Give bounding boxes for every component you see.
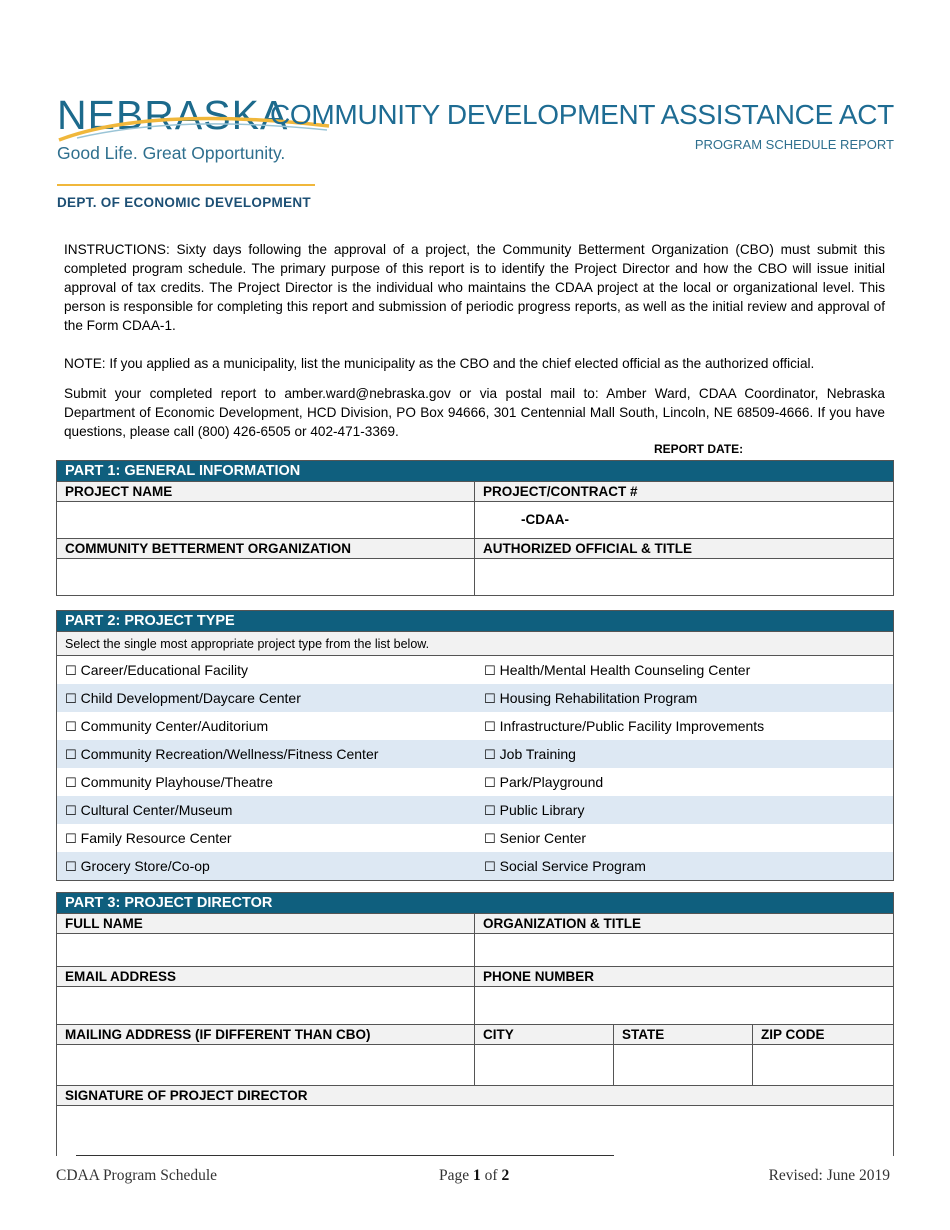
project-name-field[interactable] xyxy=(57,502,475,538)
project-type-option[interactable] xyxy=(476,656,750,684)
checkbox-icon[interactable]: ☐ xyxy=(484,692,496,707)
note-paragraph: NOTE: If you applied as a municipality, list the municipality as the CBO and the chief elected official as the authorized official. xyxy=(64,356,815,371)
city-field[interactable] xyxy=(475,1045,614,1085)
logo-department: DEPT. OF ECONOMIC DEVELOPMENT xyxy=(57,195,311,210)
project-type-label: Social Service Program xyxy=(499,858,646,874)
project-type-label: Public Library xyxy=(499,802,585,818)
full-name-label: FULL NAME xyxy=(57,914,475,933)
project-type-row xyxy=(57,824,893,852)
contract-number-label: PROJECT/CONTRACT # xyxy=(475,482,893,501)
project-type-options xyxy=(57,656,893,880)
submission-paragraph: Submit your completed report to amber.ward@nebraska.gov or via postal mail to: Amber Ward, CDAA Coordinator, Nebraska Department of Economic Development, HCD Division, PO Box 94666, 301 Centennial Mall South, Lincoln, NE 68509-4666. If you have questions, please call (800) 426-6505 or 402-471-3369. xyxy=(64,386,885,439)
logo-divider xyxy=(57,184,315,186)
mailing-address-label: MAILING ADDRESS (IF DIFFERENT THAN CBO) xyxy=(57,1025,475,1044)
project-type-label: Community Playhouse/Theatre xyxy=(80,774,273,790)
part3-project-director xyxy=(56,892,894,1156)
authorized-official-label: AUTHORIZED OFFICIAL & TITLE xyxy=(475,539,893,558)
signature-field[interactable] xyxy=(57,1106,893,1156)
project-type-row xyxy=(57,740,893,768)
state-label: STATE xyxy=(614,1025,753,1044)
page-title: COMMUNITY DEVELOPMENT ASSISTANCE ACT xyxy=(270,99,894,130)
project-type-label: Community Recreation/Wellness/Fitness Center xyxy=(80,746,379,762)
signature-label: SIGNATURE OF PROJECT DIRECTOR xyxy=(57,1086,893,1105)
project-type-option[interactable] xyxy=(476,684,697,712)
project-type-label: Cultural Center/Museum xyxy=(80,802,233,818)
cbo-label: COMMUNITY BETTERMENT ORGANIZATION xyxy=(57,539,475,558)
project-type-option[interactable] xyxy=(476,712,764,740)
footer-page-number: Page 1 of 2 xyxy=(439,1167,510,1184)
project-type-instructions: Select the single most appropriate project type from the list below. xyxy=(57,632,893,656)
city-label: CITY xyxy=(475,1025,614,1044)
project-type-label: Job Training xyxy=(499,746,576,762)
project-type-label: Infrastructure/Public Facility Improvements xyxy=(499,718,765,734)
project-type-label: Grocery Store/Co-op xyxy=(80,858,210,874)
project-type-label: Community Center/Auditorium xyxy=(80,718,269,734)
project-type-option[interactable] xyxy=(476,768,603,796)
contract-number-value: -CDAA- xyxy=(521,512,569,527)
project-type-option[interactable] xyxy=(57,824,476,852)
mailing-address-field[interactable] xyxy=(57,1045,475,1085)
project-type-label: Park/Playground xyxy=(499,774,604,790)
checkbox-icon[interactable]: ☐ xyxy=(484,832,496,847)
project-type-option[interactable] xyxy=(476,824,586,852)
project-type-row xyxy=(57,656,893,684)
project-type-option[interactable] xyxy=(57,740,476,768)
project-type-label: Child Development/Daycare Center xyxy=(80,690,301,706)
project-type-option[interactable] xyxy=(57,852,476,880)
project-type-option[interactable] xyxy=(57,684,476,712)
part3-header: PART 3: PROJECT DIRECTOR xyxy=(57,893,893,914)
logo-tagline: Good Life. Great Opportunity. xyxy=(57,143,286,163)
checkbox-icon[interactable]: ☐ xyxy=(484,748,496,763)
project-name-label: PROJECT NAME xyxy=(57,482,475,501)
project-type-option[interactable] xyxy=(476,852,646,880)
checkbox-icon[interactable]: ☐ xyxy=(484,720,496,735)
full-name-field[interactable] xyxy=(57,934,475,966)
project-type-row xyxy=(57,768,893,796)
part2-header: PART 2: PROJECT TYPE xyxy=(57,611,893,632)
project-type-label: Career/Educational Facility xyxy=(80,662,248,678)
organization-title-label: ORGANIZATION & TITLE xyxy=(475,914,893,933)
part1-general-information xyxy=(56,460,894,596)
checkbox-icon[interactable]: ☐ xyxy=(484,804,496,819)
checkbox-icon[interactable]: ☐ xyxy=(65,832,77,847)
instructions-paragraph: INSTRUCTIONS: Sixty days following the approval of a project, the Community Betterment Organization (CBO) must submit this completed program schedule. The primary purpose of this report is to identify the Project Director and how the CBO will issue initial approval of tax credits. The Project Director is the individual who maintains the CDAA project at the local or organizational level. This person is responsible for completing this report and submission of periodic progress reports, as well as the initial review and approval of the Form CDAA-1. xyxy=(64,242,885,333)
state-field[interactable] xyxy=(614,1045,753,1085)
zip-code-label: ZIP CODE xyxy=(753,1025,893,1044)
checkbox-icon[interactable]: ☐ xyxy=(65,804,77,819)
project-type-row xyxy=(57,712,893,740)
project-type-row xyxy=(57,684,893,712)
email-field[interactable] xyxy=(57,987,475,1024)
checkbox-icon[interactable]: ☐ xyxy=(65,720,77,735)
project-type-option[interactable] xyxy=(57,656,476,684)
checkbox-icon[interactable]: ☐ xyxy=(65,748,77,763)
project-type-option[interactable] xyxy=(476,740,576,768)
signature-line xyxy=(76,1155,614,1156)
part1-header: PART 1: GENERAL INFORMATION xyxy=(57,461,893,482)
project-type-option[interactable] xyxy=(57,796,476,824)
project-type-label: Housing Rehabilitation Program xyxy=(499,690,698,706)
project-type-option[interactable] xyxy=(57,712,476,740)
project-type-row xyxy=(57,796,893,824)
authorized-official-field[interactable] xyxy=(475,559,893,595)
checkbox-icon[interactable]: ☐ xyxy=(484,860,496,875)
checkbox-icon[interactable]: ☐ xyxy=(65,664,77,679)
organization-title-field[interactable] xyxy=(475,934,893,966)
email-label: EMAIL ADDRESS xyxy=(57,967,475,986)
project-type-option[interactable] xyxy=(57,768,476,796)
report-date-label: REPORT DATE: xyxy=(654,442,744,456)
contract-number-field[interactable] xyxy=(475,502,893,538)
zip-code-field[interactable] xyxy=(753,1045,893,1085)
part2-project-type xyxy=(56,610,894,881)
footer-revised-date: Revised: June 2019 xyxy=(768,1167,890,1184)
checkbox-icon[interactable]: ☐ xyxy=(65,692,77,707)
project-type-label: Senior Center xyxy=(499,830,587,846)
footer-doc-name: CDAA Program Schedule xyxy=(56,1167,218,1184)
checkbox-icon[interactable]: ☐ xyxy=(65,860,77,875)
project-type-label: Health/Mental Health Counseling Center xyxy=(499,662,751,678)
checkbox-icon[interactable]: ☐ xyxy=(65,776,77,791)
cbo-field[interactable] xyxy=(57,559,475,595)
project-type-label: Family Resource Center xyxy=(80,830,232,846)
checkbox-icon[interactable]: ☐ xyxy=(484,664,496,679)
phone-label: PHONE NUMBER xyxy=(475,967,893,986)
phone-field[interactable] xyxy=(475,987,893,1024)
logo-wordmark: NEBRASKA xyxy=(57,92,289,138)
project-type-option[interactable] xyxy=(476,796,584,824)
checkbox-icon[interactable]: ☐ xyxy=(484,776,496,791)
page-subtitle: PROGRAM SCHEDULE REPORT xyxy=(694,137,894,152)
project-type-row xyxy=(57,852,893,880)
